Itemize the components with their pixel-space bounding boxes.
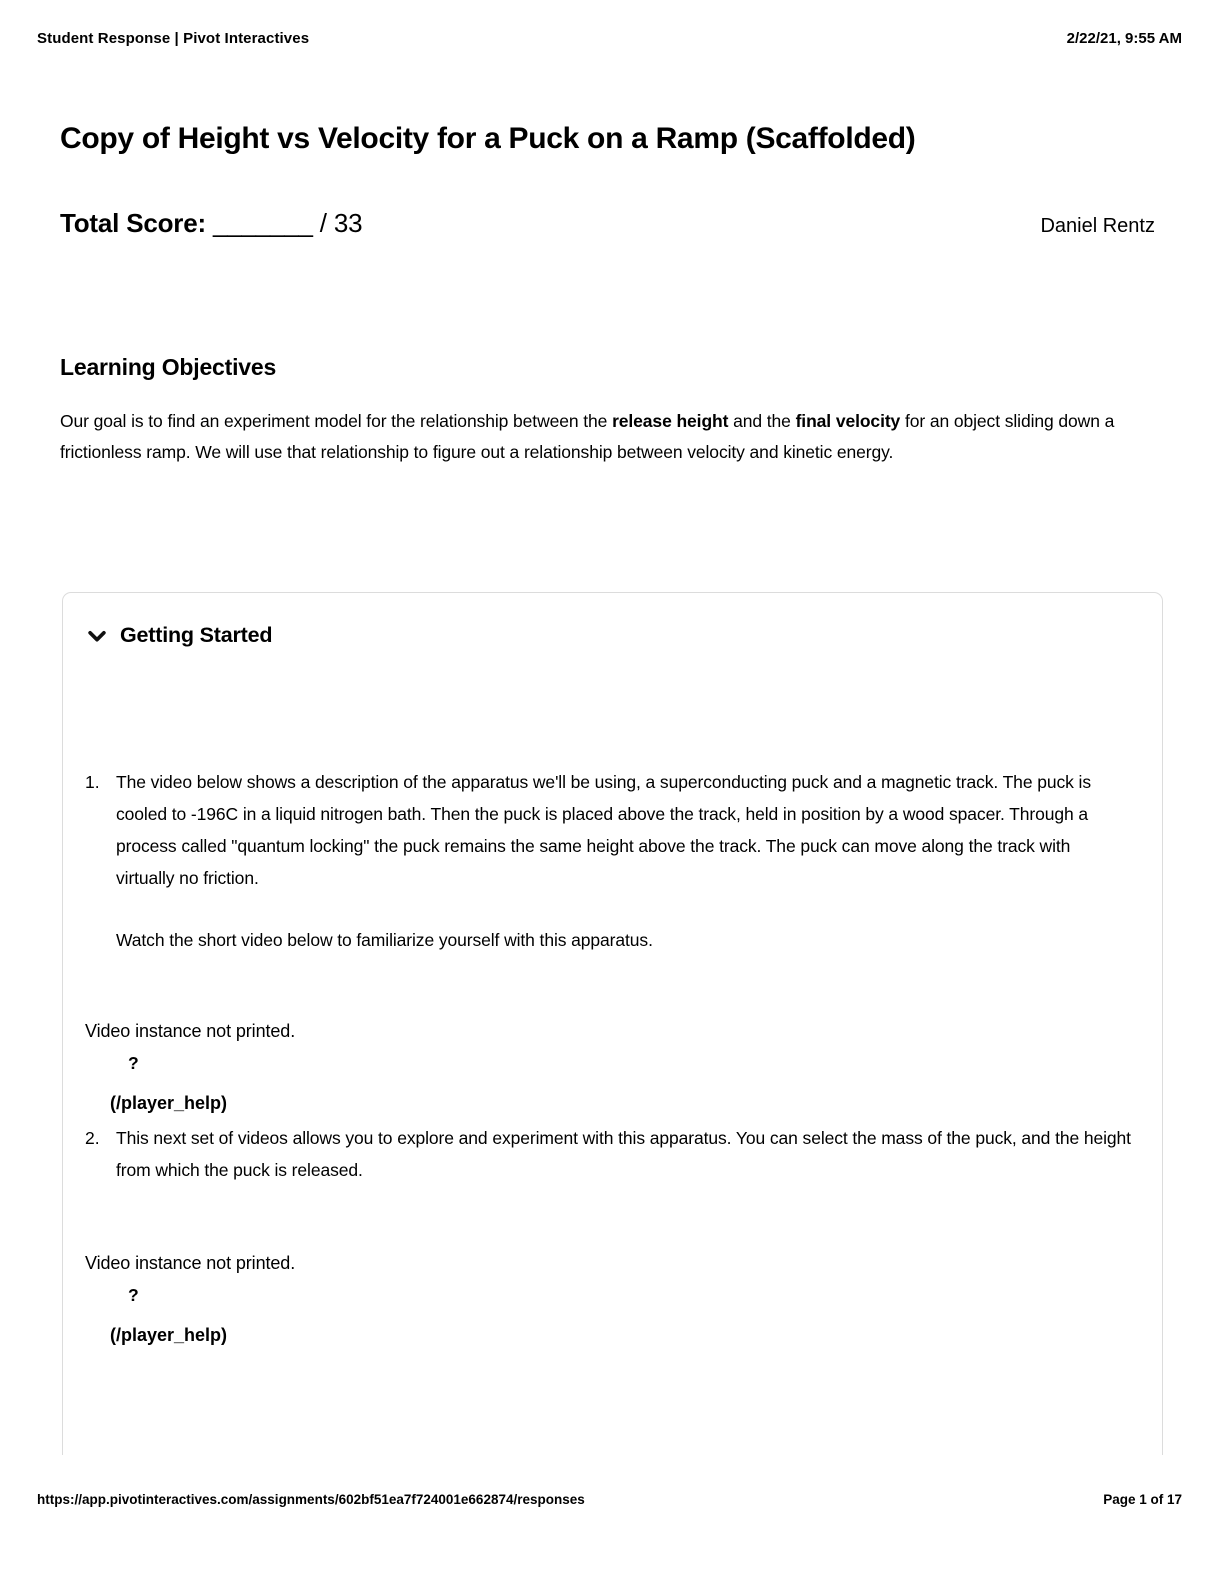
print-header-timestamp: 2/22/21, 9:55 AM <box>1066 30 1182 47</box>
getting-started-title: Getting Started <box>120 623 273 647</box>
print-header-title: Student Response | Pivot Interactives <box>37 30 310 47</box>
learning-objectives-heading: Learning Objectives <box>60 354 277 380</box>
page-title: Copy of Height vs Velocity for a Puck on a Ramp (Scaffolded) <box>60 122 916 155</box>
list-item <box>85 1122 1138 1186</box>
learning-objectives-text <box>60 406 1128 468</box>
total-score <box>60 208 362 239</box>
video-placeholder <box>85 1016 1138 1118</box>
objectives-bold-release-height: release height <box>612 411 729 431</box>
list-item-text: Watch the short video below to familiarize yourself with this apparatus. <box>116 930 653 950</box>
total-score-value: _______ / 33 <box>205 208 363 238</box>
total-score-label: Total Score: <box>60 208 206 238</box>
print-footer-page-number: Page 1 of 17 <box>1103 1492 1182 1507</box>
print-footer-url: https://app.pivotinteractives.com/assignments/602bf51ea7f724001e662874/responses <box>37 1492 585 1507</box>
player-help-link[interactable]: (/player_help) <box>110 1325 228 1345</box>
list-item-text: This next set of videos allows you to explore and experiment with this apparatus. You can select the mass of the puck, and the height from which the puck is released. <box>116 1128 1131 1180</box>
getting-started-toggle[interactable] <box>85 623 1138 648</box>
objectives-text-part: and the <box>728 411 796 431</box>
help-icon[interactable]: ? <box>128 1053 139 1073</box>
player-help-link[interactable]: (/player_help) <box>110 1093 228 1113</box>
help-icon[interactable]: ? <box>128 1285 139 1305</box>
objectives-text-part: Our goal is to find an experiment model for the relationship between the <box>60 411 613 431</box>
getting-started-card <box>62 592 1163 1455</box>
list-item-number: 1. <box>85 772 100 792</box>
video-placeholder <box>85 1248 1138 1350</box>
video-not-printed-text: Video instance not printed. <box>85 1253 296 1273</box>
list-item-text: The video below shows a description of the apparatus we'll be using, a superconducting puck and a magnetic track. The puck is cooled to -196C in a liquid nitrogen bath. Then the puck is placed above the track, held in position by a wood spacer. Through a process called "quantum locking" the puck remains the same height above the track. The puck can move along the track with virtually no friction. <box>116 772 1091 888</box>
video-not-printed-text: Video instance not printed. <box>85 1021 296 1041</box>
objectives-bold-final-velocity: final velocity <box>795 411 901 431</box>
objectives-text-part: for an object sliding down a frictionless ramp. We will use that relationship to figure out a relationship between velocity and kinetic energy. <box>60 411 1115 462</box>
score-row <box>60 208 1155 239</box>
list-item-number: 2. <box>85 1128 100 1148</box>
student-name: Daniel Rentz <box>1040 215 1155 237</box>
chevron-down-icon[interactable] <box>85 624 109 648</box>
list-item <box>85 766 1138 956</box>
step-list <box>85 766 1138 1350</box>
